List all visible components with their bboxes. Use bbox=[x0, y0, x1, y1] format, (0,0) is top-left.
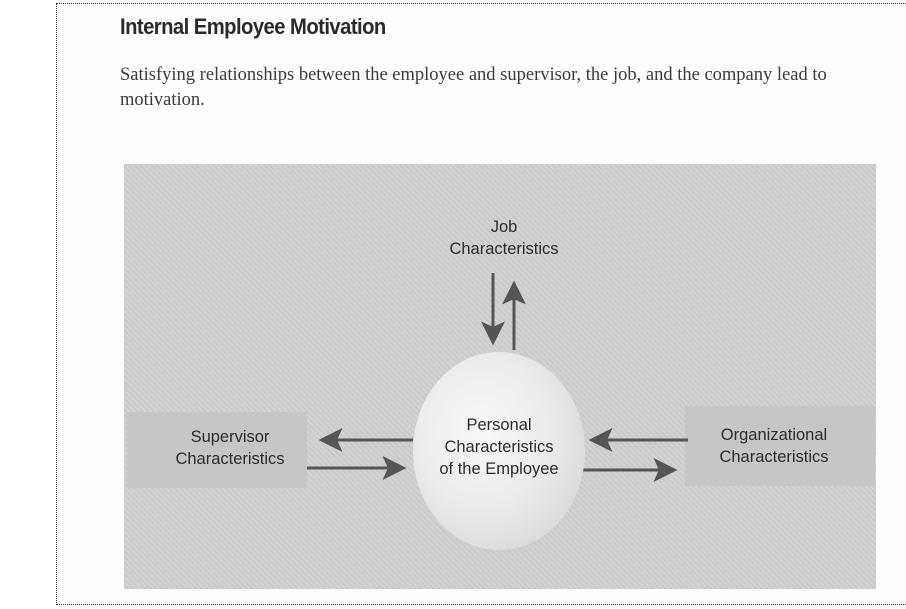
organizational-label-line1: Organizational bbox=[720, 426, 828, 444]
supervisor-label-line1: Supervisor bbox=[190, 428, 270, 446]
job-label-line2: Characteristics bbox=[449, 240, 559, 258]
employee-characteristics-label bbox=[419, 414, 579, 480]
supervisor-characteristics-label bbox=[150, 426, 310, 470]
job-characteristics-label bbox=[424, 216, 584, 260]
figure-caption: Satisfying relationships between the employee and supervisor, the job, and the company lead to motivation. bbox=[120, 65, 827, 110]
job-label-line1: Job bbox=[490, 218, 518, 236]
organizational-characteristics-label bbox=[694, 424, 854, 468]
figure-title: Internal Employee Motivation bbox=[120, 14, 386, 39]
employee-label-line1: Personal bbox=[466, 416, 532, 434]
organizational-label-line2: Characteristics bbox=[719, 448, 829, 466]
employee-label-line2: Characteristics bbox=[444, 438, 554, 456]
employee-label-line3: of the Employee bbox=[439, 460, 559, 478]
supervisor-label-line2: Characteristics bbox=[175, 450, 285, 468]
